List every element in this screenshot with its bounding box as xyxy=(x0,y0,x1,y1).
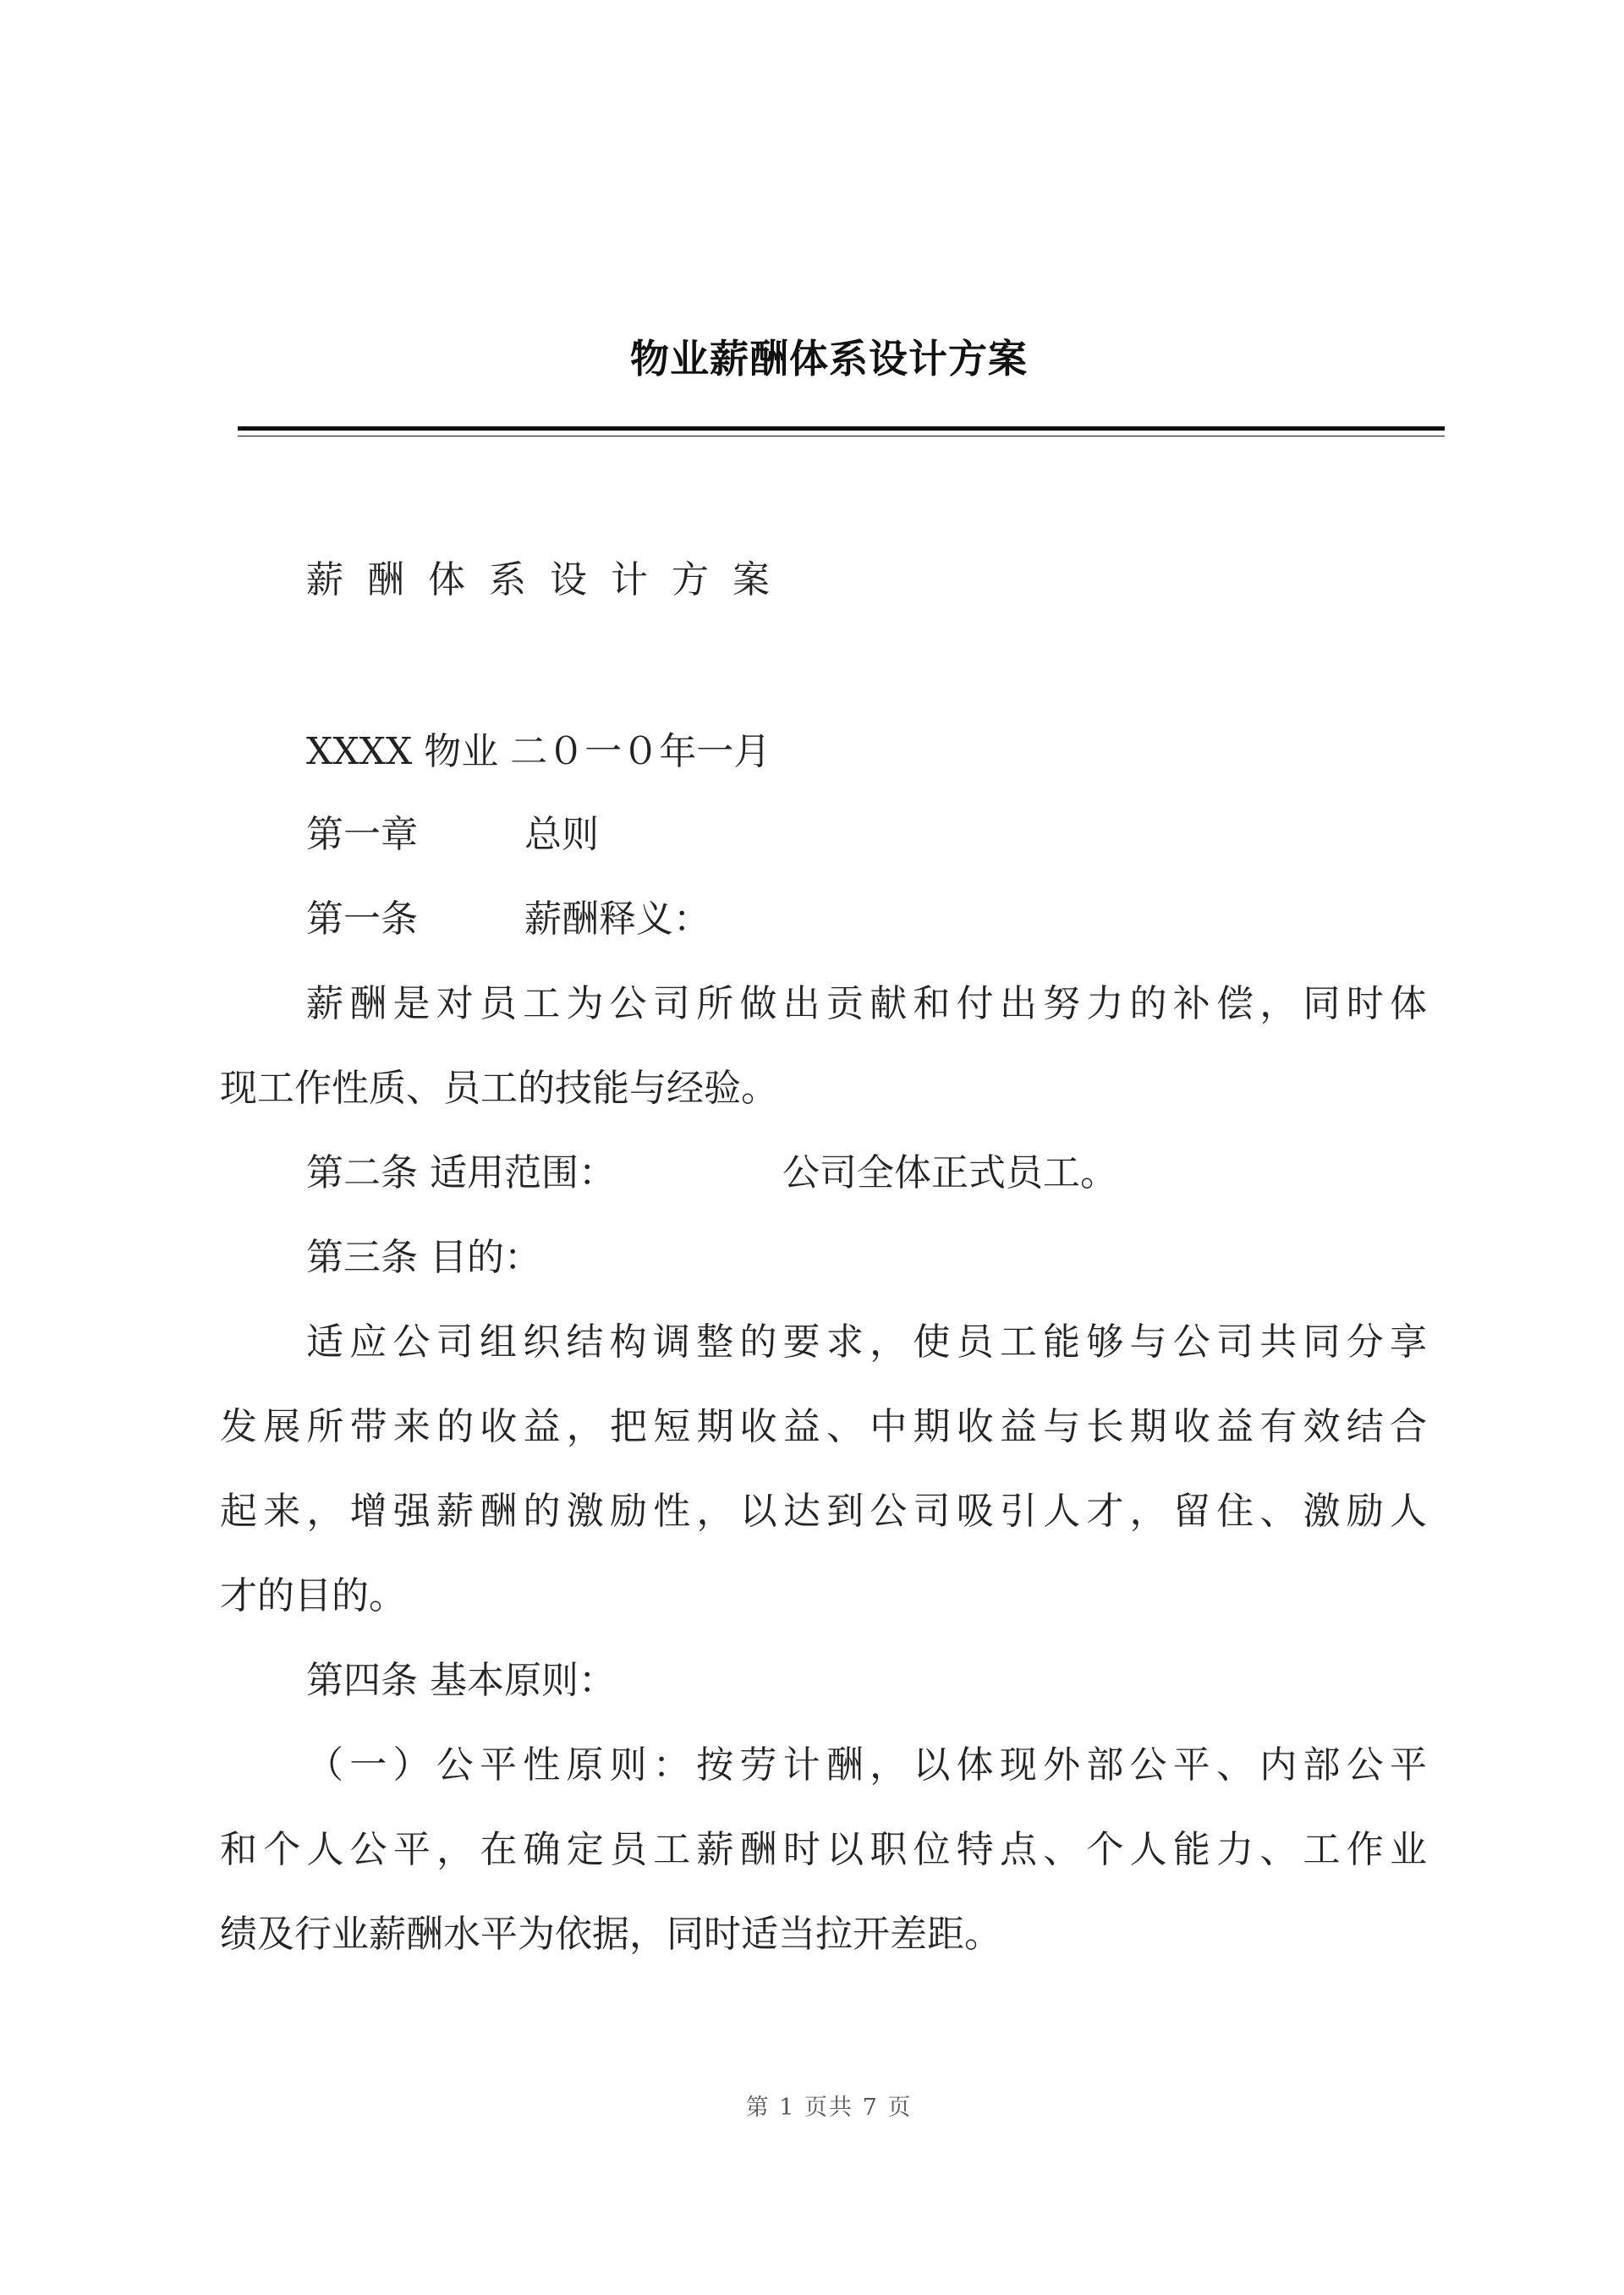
document-title: 薪酬体系设计方案 xyxy=(306,558,793,601)
org-date: XXXX 物业 二０一０年一月 xyxy=(306,730,771,773)
article-1-text-line-1: 薪酬是对员工为公司所做出贡献和付出努力的补偿，同时体 xyxy=(306,982,1427,1025)
article-2-value: 公司全体正式员工。 xyxy=(782,1151,1117,1194)
article-3-text-line-3: 起来，增强薪酬的激励性，以达到公司吸引人才，留住、激励人 xyxy=(220,1490,1427,1533)
article-3-text-line-2: 发展所带来的收益，把短期收益、中期收益与长期收益有效结合 xyxy=(220,1405,1427,1448)
article-3-text-line-1: 适应公司组织结构调整的要求，使员工能够与公司共同分享 xyxy=(306,1320,1427,1364)
article-2-label: 第二条 适用范围： xyxy=(306,1151,616,1194)
article-4-principle-1-line-1: （一）公平性原则：按劳计酬，以体现外部公平、内部公平 xyxy=(306,1743,1427,1787)
article-4-principle-1-line-3: 绩及行业薪酬水平为依据，同时适当拉开差距。 xyxy=(220,1913,1001,1956)
article-1-label: 第一条 xyxy=(306,898,418,941)
chapter-label: 第一章 xyxy=(306,813,418,856)
header-rule-thick xyxy=(238,426,1445,431)
article-4-label: 第四条 基本原则： xyxy=(306,1659,616,1702)
page-footer: 第 1 页共 7 页 xyxy=(745,2095,913,2121)
article-1-title: 薪酬释义： xyxy=(524,898,710,941)
article-4-principle-1-line-2: 和个人公平，在确定员工薪酬时以职位特点、个人能力、工作业 xyxy=(220,1828,1427,1871)
chapter-title: 总则 xyxy=(524,813,599,856)
page-header-title: 物业薪酬体系设计方案 xyxy=(630,336,1028,382)
article-3-text-line-4: 才的目的。 xyxy=(220,1574,406,1617)
article-1-text-line-2: 现工作性质、员工的技能与经验。 xyxy=(220,1067,778,1110)
article-3-label: 第三条 目的： xyxy=(306,1236,541,1279)
